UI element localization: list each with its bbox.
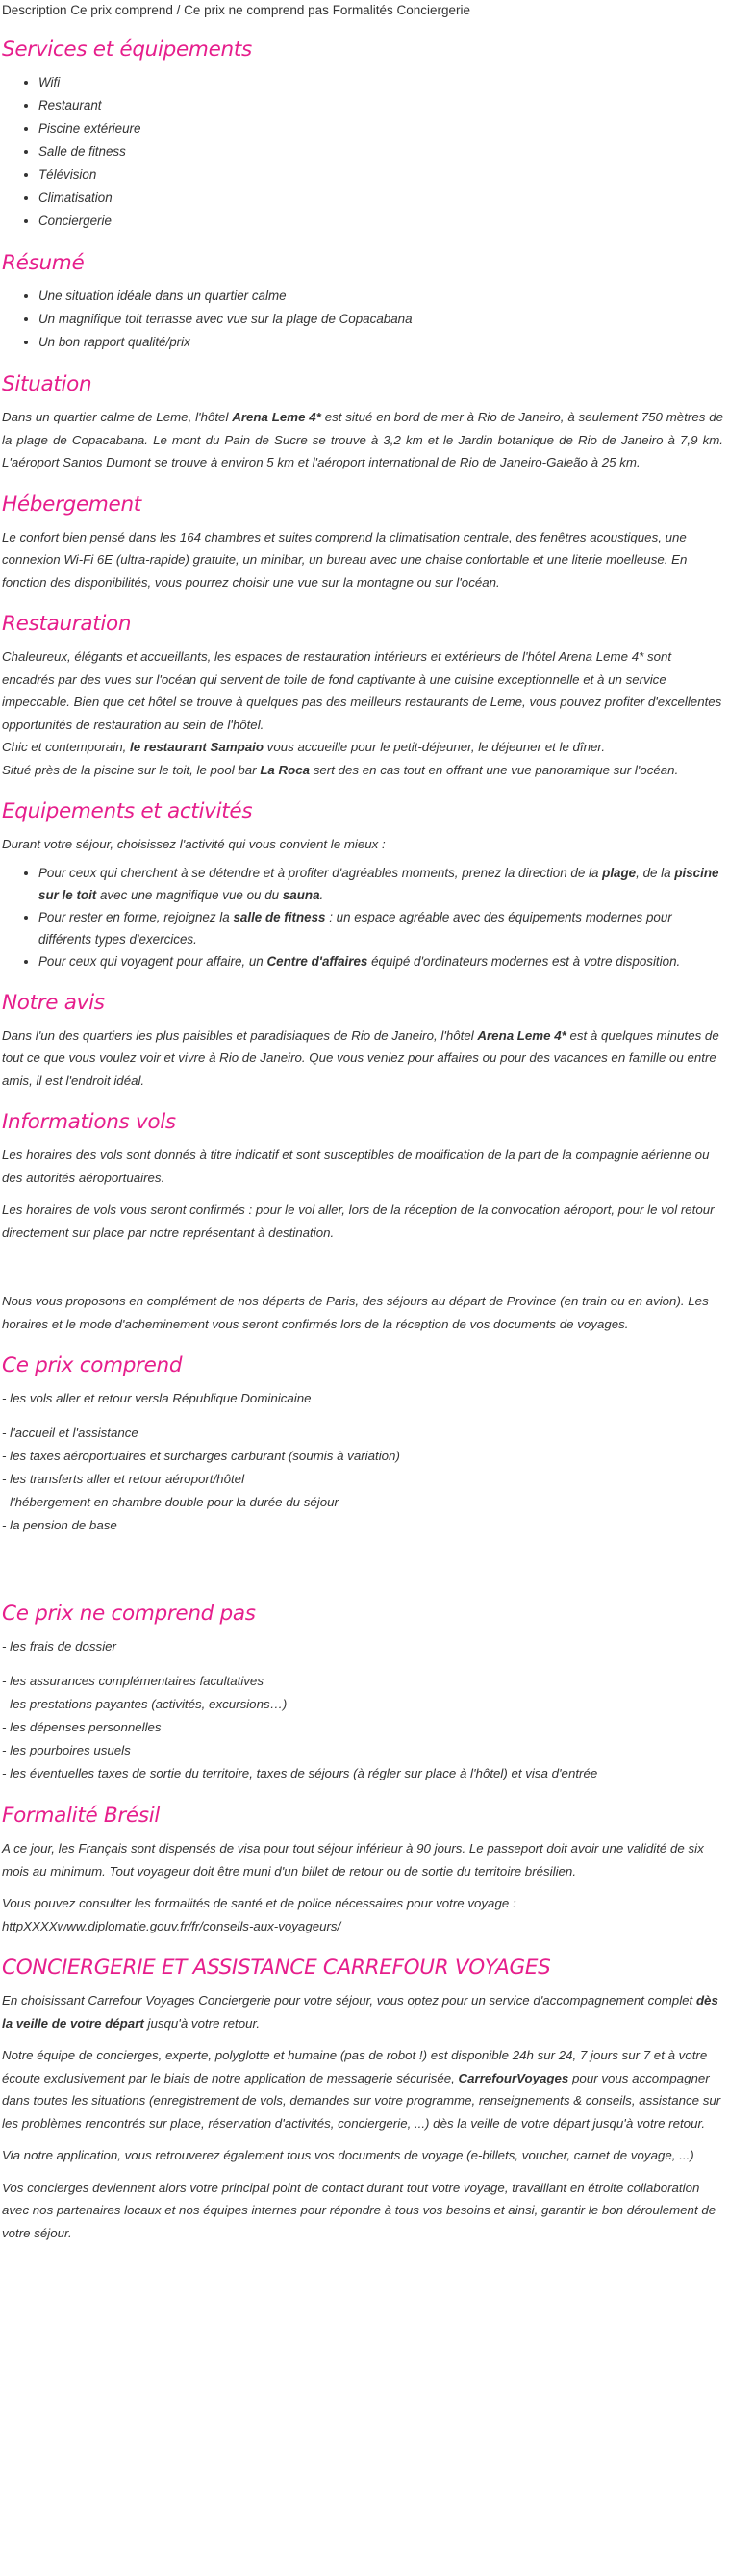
avis-title: Notre avis bbox=[2, 990, 105, 1015]
list-item: • Une situation idéale dans un quartier calme bbox=[38, 285, 723, 308]
conciergerie-text-3: Via notre application, vous retrouverez également tous vos documents de voyage (e-billets, voucher, carnet de voyage, ...) bbox=[2, 2148, 694, 2162]
comprend-first: - les vols aller et retour versla République Dominicaine bbox=[2, 1391, 312, 1405]
comprend-title: Ce prix comprend bbox=[2, 1353, 183, 1377]
list-item: - les pourboires usuels bbox=[2, 1743, 131, 1757]
vols-text-2: Les horaires de vols vous seront confirmés : pour le vol aller, lors de la réception de la convocation aéroport, pour le vol retour directement sur place par notre représentant à destination. bbox=[2, 1202, 715, 1240]
list-item: - les prestations payantes (activités, excursions…) bbox=[2, 1697, 288, 1711]
restauration-laroca: Situé près de la piscine sur le toit, le pool bar La Roca sert des en cas tout en offrant une vue panoramique sur l'océan. bbox=[2, 762, 679, 777]
list-item: - l'hébergement en chambre double pour la durée du séjour bbox=[2, 1495, 339, 1509]
restauration-title: Restauration bbox=[2, 612, 132, 636]
tab-prix[interactable]: Ce prix comprend / Ce prix ne comprend pas bbox=[70, 3, 329, 17]
vols-text-3: Nous vous proposons en complément de nos départs de Paris, des séjours au départ de Province (en train ou en avion). Les horaires et le mode d'acheminement vous seront confirmés lors de la réception de vos documents de voyages. bbox=[2, 1294, 709, 1331]
list-item: • Un bon rapport qualité/prix bbox=[38, 331, 723, 354]
list-item: • Un magnifique toit terrasse avec vue sur la plage de Copacabana bbox=[38, 308, 723, 331]
list-item: - les dépenses personnelles bbox=[2, 1720, 162, 1734]
formalite-link[interactable]: httpXXXXwww.diplomatie.gouv.fr/fr/conseils-aux-voyageurs/ bbox=[2, 1918, 341, 1933]
conciergerie-title: CONCIERGERIE ET ASSISTANCE CARREFOUR VOYAGES bbox=[2, 1956, 551, 1980]
vols-text-1: Les horaires des vols sont donnés à titre indicatif et sont susceptibles de modification de la part de la compagnie aérienne ou des autorités aéroportuaires. bbox=[2, 1148, 710, 1185]
formalite-title: Formalité Brésil bbox=[2, 1804, 161, 1828]
list-item: - les taxes aéroportuaires et surcharges carburant (soumis à variation) bbox=[2, 1449, 400, 1463]
conciergerie-text-1: En choisissant Carrefour Voyages Conciergerie pour votre séjour, vous optez pour un service d'accompagnement complet dès la veille de votre départ jusqu'à votre retour. bbox=[2, 1993, 718, 2031]
list-item: • Wifi bbox=[38, 71, 723, 94]
activites-list bbox=[2, 862, 723, 972]
list-item: • Pour ceux qui voyagent pour affaire, un Centre d'affaires équipé d'ordinateurs modernes est à votre disposition. bbox=[38, 950, 723, 972]
list-item: • Piscine extérieure bbox=[38, 117, 723, 140]
restauration-text: Chaleureux, élégants et accueillants, les espaces de restauration intérieurs et extérieurs de l'hôtel Arena Leme 4* sont encadrés par des vues sur l'océan qui servent de toile de fond captivante à une cuisine exceptionnelle et à un service impeccable. Bien que cet hôtel se trouve à quelques pas des meilleurs restaurants de Leme, vous pouvez profiter d'excellentes opportunités de restauration au sein de l'hôtel. bbox=[2, 649, 722, 732]
situation-text: Dans un quartier calme de Leme, l'hôtel Arena Leme 4* est situé en bord de mer à Rio de Janeiro, à seulement 750 mètres de la plage de Copacabana. Le mont du Pain de Sucre se trouve à 3,2 km et le Jardin botanique de Rio de Janeiro à 7,9 km. L'aéroport Santos Dumont se trouve à environ 5 km et l'aéroport international de Rio de Janeiro-Galeão à 25 km. bbox=[2, 410, 723, 469]
ne-comprend-title: Ce prix ne comprend pas bbox=[2, 1602, 256, 1626]
restauration-sampaio: Chic et contemporain, le restaurant Sampaio vous accueille pour le petit-déjeuner, le déjeuner et le dîner. bbox=[2, 740, 606, 754]
situation-title: Situation bbox=[2, 372, 92, 396]
tab-conciergerie[interactable]: Conciergerie bbox=[396, 3, 471, 17]
ne-comprend-first: - les frais de dossier bbox=[2, 1639, 116, 1654]
list-item: - les éventuelles taxes de sortie du territoire, taxes de séjours (à régler sur place à l'hôtel) et visa d'entrée bbox=[2, 1766, 598, 1780]
tab-description[interactable]: Description bbox=[2, 3, 67, 17]
formalite-text-1: A ce jour, les Français sont dispensés de visa pour tout séjour inférieur à 90 jours. Le passeport doit avoir une validité de six mois au minimum. Tout voyageur doit être muni d'un billet de retour ou de sortie du territoire brésilien. bbox=[2, 1841, 704, 1879]
conciergerie-text-2: Notre équipe de concierges, experte, polyglotte et humaine (pas de robot !) est disponible 24h sur 24, 7 jours sur 7 et à votre écoute exclusivement par le biais de notre application de messagerie sécurisée, CarrefourVoyages pour vous accompagner dans toutes les situations (enregistrement de vols, demandes sur votre programme, renseignements & conseils, assistance sur les problèmes rencontrés sur place, réservation d'activités, conciergerie, ...) dès la veille de votre départ jusqu'à votre retour. bbox=[2, 2048, 721, 2131]
list-item: • Climatisation bbox=[38, 187, 723, 210]
hebergement-title: Hébergement bbox=[2, 492, 141, 517]
list-item: - l'accueil et l'assistance bbox=[2, 1426, 138, 1440]
list-item: - les assurances complémentaires facultatives bbox=[2, 1674, 264, 1688]
services-title: Services et équipements bbox=[2, 38, 252, 62]
resume-list bbox=[2, 285, 723, 354]
vols-title: Informations vols bbox=[2, 1110, 176, 1134]
tab-formalites[interactable]: Formalités bbox=[332, 3, 393, 17]
conciergerie-text-4: Vos concierges deviennent alors votre principal point de contact durant tout votre voyage, travaillant en étroite collaboration avec nos partenaires locaux et nos équipes internes pour répondre à tous vos besoins et ainsi, garantir le bon déroulement de votre séjour. bbox=[2, 2180, 716, 2240]
list-item: - la pension de base bbox=[2, 1518, 117, 1532]
list-item: • Télévision bbox=[38, 164, 723, 187]
hebergement-text: Le confort bien pensé dans les 164 chambres et suites comprend la climatisation centrale, des fenêtres acoustiques, une connexion Wi-Fi 6E (ultra-rapide) gratuite, un minibar, un bureau avec une chaise confortable et une literie moelleuse. En fonction des disponibilités, vous pourrez choisir une vue sur la montagne ou sur l'océan. bbox=[2, 529, 688, 590]
list-item: • Conciergerie bbox=[38, 210, 723, 233]
list-item: • Pour ceux qui cherchent à se détendre et à profiter d'agréables moments, prenez la direction de la plage, de la piscine sur le toit avec une magnifique vue ou du sauna. bbox=[38, 862, 723, 906]
list-item: - les transferts aller et retour aéroport/hôtel bbox=[2, 1472, 245, 1486]
activites-intro: Durant votre séjour, choisissez l'activité qui vous convient le mieux : bbox=[2, 837, 386, 851]
list-item: • Salle de fitness bbox=[38, 140, 723, 164]
formalite-text-2: Vous pouvez consulter les formalités de santé et de police nécessaires pour votre voyage : bbox=[2, 1896, 516, 1910]
list-item: • Restaurant bbox=[38, 94, 723, 117]
list-item: • Pour rester en forme, rejoignez la salle de fitness : un espace agréable avec des équipements modernes pour différents types d'exercices. bbox=[38, 906, 723, 950]
avis-text: Dans l'un des quartiers les plus paisibles et paradisiaques de Rio de Janeiro, l'hôtel Arena Leme 4* est à quelques minutes de tout ce que vous voulez voir et vivre à Rio de Janeiro. Que vous veniez pour affaires ou pour des vacances en famille ou entre amis, il est l'endroit idéal. bbox=[2, 1027, 719, 1088]
tab-bar bbox=[2, 0, 723, 23]
resume-title: Résumé bbox=[2, 251, 85, 275]
activites-title: Equipements et activités bbox=[2, 799, 253, 823]
services-list bbox=[2, 71, 723, 233]
